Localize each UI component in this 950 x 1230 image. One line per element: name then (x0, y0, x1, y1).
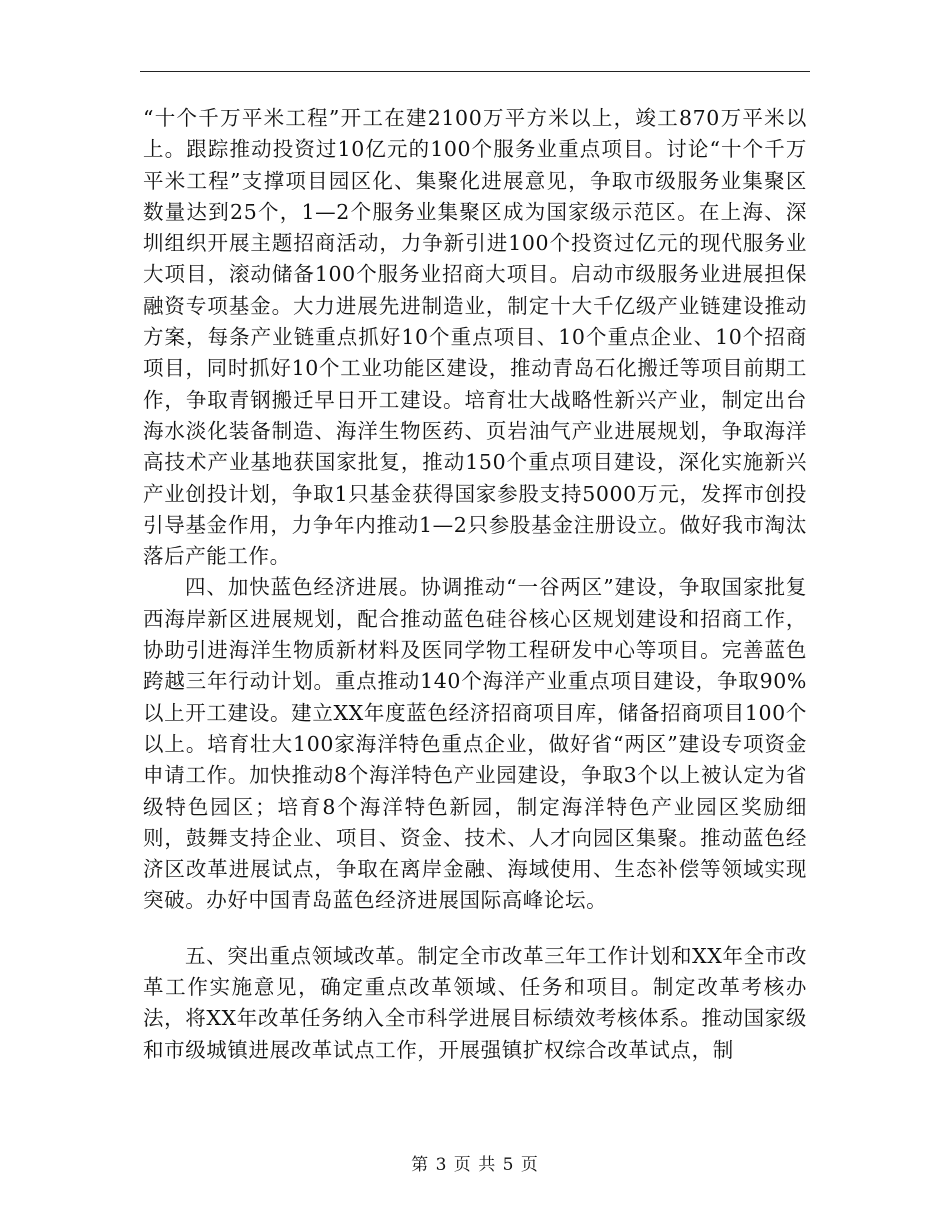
header-rule (140, 71, 810, 72)
paragraph-blue-economy: 四、加快蓝色经济进展。协调推动“一谷两区”建设，争取国家批复西海岸新区进展规划，配合推动蓝色硅谷核心区规划建设和招商工作，协助引进海洋生物质新材料及医同学物工程研发中心等项目。完善蓝色跨越三年行动计划。重点推动140个海洋产业重点项目建设，争取90%以上开工建设。建立XX年度蓝色经济招商项目库，储备招商项目100个以上。培育壮大100家海洋特色重点企业，做好省“两区”建设专项资金申请工作。加快推动8个海洋特色产业园建设，争取3个以上被认定为省级特色园区；培育8个海洋特色新园，制定海洋特色产业园区奖励细则，鼓舞支持企业、项目、资金、技术、人才向园区集聚。推动蓝色经济区改革进展试点，争取在离岸金融、海域使用、生态补偿等领域实现突破。办好中国青岛蓝色经济进展国际高峰论坛。 (143, 575, 807, 913)
paragraph-reform: 五、突出重点领域改革。制定全市改革三年工作计划和XX年全市改革工作实施意见，确定重点改革领域、任务和项目。制定改革考核办法，将XX年改革任务纳入全市科学进展目标绩效考核体系。推动国家级和市级城镇进展改革试点工作，开展强镇扩权综合改革试点，制 (143, 943, 807, 1062)
document-body (143, 103, 807, 1066)
paragraph-continuation: “十个千万平米工程”开工在建2100万平方米以上，竣工870万平米以上。跟踪推动投资过10亿元的100个服务业重点项目。讨论“十个千万平米工程”支撑项目园区化、集聚化进展意见，争取市级服务业集聚区数量达到25个，1—2个服务业集聚区成为国家级示范区。在上海、深圳组织开展主题招商活动，力争新引进100个投资过亿元的现代服务业大项目，滚动储备100个服务业招商大项目。启动市级服务业进展担保融资专项基金。大力进展先进制造业，制定十大千亿级产业链建设推动方案，每条产业链重点抓好10个重点项目、10个重点企业、10个招商项目，同时抓好10个工业功能区建设，推动青岛石化搬迁等项目前期工作，争取青钢搬迁早日开工建设。培育壮大战略性新兴产业，制定出台海水淡化装备制造、海洋生物医药、页岩油气产业进展规划，争取海洋高技术产业基地获国家批复，推动150个重点项目建设，深化实施新兴产业创投计划，争取1只基金获得国家参股支持5000万元，发挥市创投引导基金作用，力争年内推动1—2只参股基金注册设立。做好我市淘汰落后产能工作。 (143, 106, 807, 569)
page-number-footer: 第 3 页 共 5 页 (411, 1155, 539, 1175)
